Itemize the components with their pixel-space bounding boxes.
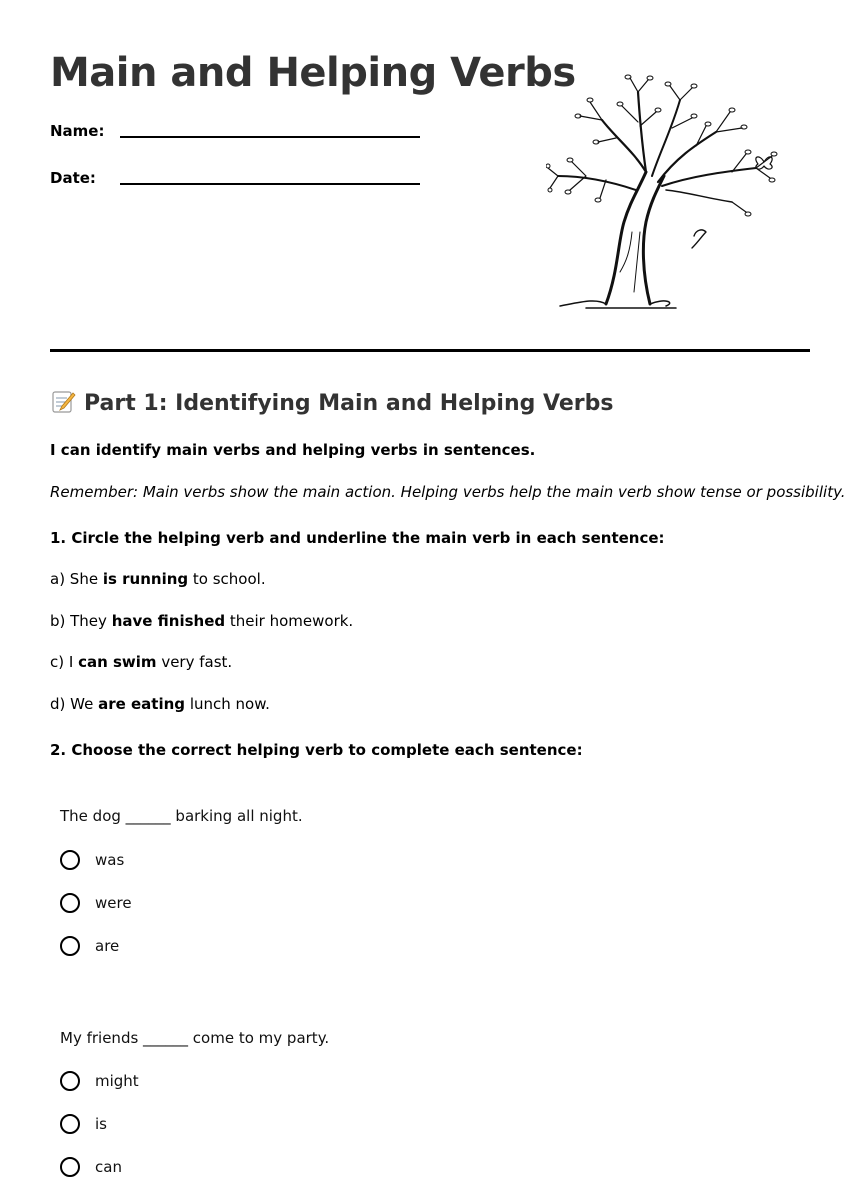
q1-item-a-suffix: to school. <box>188 570 266 588</box>
q2-1-option-were[interactable] <box>60 890 132 916</box>
radio-circle[interactable] <box>60 850 80 870</box>
date-label: Date: <box>50 169 96 187</box>
q2-2-option-can[interactable] <box>60 1154 122 1180</box>
memo-icon <box>50 388 76 414</box>
q1-item-d-verbs: are eating <box>98 695 186 713</box>
radio-circle[interactable] <box>60 1114 80 1134</box>
option-label: is <box>95 1115 107 1133</box>
q1-item-b-suffix: their homework. <box>225 612 354 630</box>
q1-item-c-suffix: very fast. <box>156 653 233 671</box>
q2-question-1: The dog ______ barking all night. <box>60 807 303 825</box>
remember-text: Remember: Main verbs show the main action. Helping verbs help the main verb show tense or possibility. <box>50 483 846 501</box>
date-field <box>50 169 96 187</box>
objective-text: I can identify main verbs and helping verbs in sentences. <box>50 441 536 459</box>
q1-item-d-suffix: lunch now. <box>185 695 270 713</box>
radio-circle[interactable] <box>60 936 80 956</box>
part1-heading <box>50 388 613 416</box>
q1-item-d <box>50 695 270 713</box>
name-label: Name: <box>50 122 105 140</box>
q1-item-c <box>50 653 232 671</box>
q2-2-option-might[interactable] <box>60 1068 139 1094</box>
header-divider <box>50 349 810 352</box>
radio-circle[interactable] <box>60 893 80 913</box>
q1-item-c-verbs: can swim <box>78 653 157 671</box>
name-field <box>50 122 104 140</box>
q2-1-option-are[interactable] <box>60 933 119 959</box>
q2-2-option-is[interactable] <box>60 1111 107 1137</box>
q2-question-2: My friends ______ come to my party. <box>60 1029 330 1047</box>
q2-1-option-was[interactable] <box>60 847 124 873</box>
q1-instruction: 1. Circle the helping verb and underline the main verb in each sentence: <box>50 529 665 547</box>
q1-item-b-verbs: have finished <box>111 612 226 630</box>
q1-item-a <box>50 570 266 588</box>
radio-circle[interactable] <box>60 1071 80 1091</box>
option-label: are <box>95 937 120 955</box>
part1-heading-text: Part 1: Identifying Main and Helping Verbs <box>84 391 614 416</box>
q1-item-b <box>50 612 353 630</box>
q2-instruction: 2. Choose the correct helping verb to complete each sentence: <box>50 741 583 759</box>
q1-item-a-verbs: is running <box>102 570 189 588</box>
date-line[interactable] <box>120 183 420 185</box>
worksheet-title: Main and Helping Verbs <box>50 50 576 96</box>
option-label: was <box>95 851 125 869</box>
q1-item-a-prefix: a) She <box>50 570 103 588</box>
q1-item-c-prefix: c) I <box>50 653 79 671</box>
radio-circle[interactable] <box>60 1157 80 1177</box>
q1-item-b-prefix: b) They <box>50 612 112 630</box>
name-line[interactable] <box>120 136 420 138</box>
option-label: were <box>95 894 132 912</box>
tree-illustration <box>546 72 786 312</box>
option-label: can <box>95 1158 122 1176</box>
option-label: might <box>95 1072 139 1090</box>
q1-item-d-prefix: d) We <box>50 695 99 713</box>
